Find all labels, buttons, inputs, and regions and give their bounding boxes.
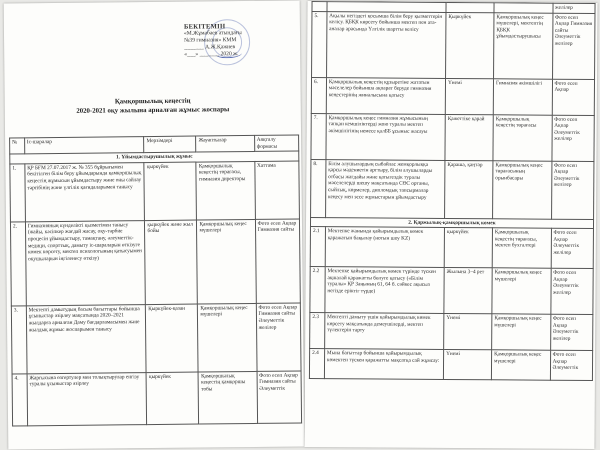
row-term: қыркүйек [444, 228, 492, 268]
row-task: Мектепті дамыту үшін қайырымдылық көмек көрсету мақсатында демеушілерді, мектеп түлектерін тарту [324, 313, 443, 350]
right-page [304, 1, 597, 449]
table-row [311, 77, 594, 115]
row-term: Жылына 3–4 рет [444, 268, 492, 314]
row-form: Фото есеп Ақпар Әлеуметтік желілер [550, 314, 593, 350]
row-term: Қараша, қаңтар [445, 160, 493, 218]
row-task: Мектепке жанында қайырымдылық көмек қаражатын бақылау (нотын шоу KZ) [325, 227, 444, 268]
table-row [310, 227, 593, 269]
row-resp: Қамқоршылық кеңес төрағасының орынбасары [493, 160, 552, 218]
row-resp: Қамқоршылық кеңестің қамқоршы тобы [199, 371, 258, 424]
row-form: Фото есеп Ақпар Әлеуметтік желілер [551, 115, 594, 161]
section-title: 1. Ұйымдастырушылық жұмыс [10, 151, 299, 164]
row-resp: Қамқоршылық кеңес мүшелері [198, 303, 257, 372]
header-form: Аяқталу формасы [254, 135, 299, 152]
row-term: қыркүйек [146, 372, 199, 425]
row-task: Қамқоршылық кеңес гимназия жұмысының тапқан кемшіліктерді жою туралы мектеп әкімшілігінің немесе қалББ ұсыныс жасауы [326, 113, 445, 160]
row-num: 3. [11, 306, 26, 374]
row-num: 6. [311, 77, 326, 113]
row-resp: Қамқоршылық кеңес мүшелері [197, 219, 256, 304]
row-num: 2.3 [310, 313, 325, 349]
row-form: Фото есеп Ақпар Әлеуметтік желілер [551, 228, 594, 268]
row-form: Фото есеп Ақпар Әлеуметтік желілер [550, 268, 593, 314]
approval-block [184, 23, 294, 59]
row-num: 2. [10, 222, 26, 306]
row-form: Хаттама [254, 161, 299, 219]
table-row [12, 371, 302, 426]
row-form: желілер [553, 3, 596, 13]
row-form: Фото есеп Ақпар Әлеуметтік желілер [551, 161, 594, 219]
row-resp [494, 3, 553, 13]
table-row [312, 11, 595, 79]
table-row [10, 219, 300, 306]
row-num: 8. [311, 159, 326, 217]
title-line-2: 2020-2021 оқу жылына арналған жұмыс жоспары [76, 105, 230, 115]
row-term: Қыркүйек-қазан [146, 304, 199, 373]
row-task: Мектепке қайырымдылық көмек түрінде түскен ақшалай қаражатты бөлуге қатысу («Білім туралы» ҚР Заңының 61, 64 б. сәйкес ақысыз негізде еріктіг түрде) [325, 267, 444, 314]
approval-line: «___» _______ 2020 ж. [184, 51, 239, 58]
row-resp: Қамқоршылық кеңестің төрағасы [493, 114, 552, 160]
row-task: Гимназияның күнделікті қызметімен танысу (жайы, кәсіпкер жағдай жасау, оқу-тәрбие процесін ұйымдастыру, тамақтану, әлеуметтік-медици, спорттық, дамыту іс-шараларын өткізуге көмек көрсету, мектеп психологының қатысуымен оқушыларын іңгіленесу өткізу) [25, 220, 146, 305]
approval-heading: БЕКІТЕМІН [183, 23, 226, 31]
row-form: Фото есеп Ақпар [552, 79, 595, 115]
row-resp: Қамқоршылық кеңестің төрағасы, мектеп бухгалтері [492, 228, 551, 268]
row-task: Ақылы негіздегі қосымша білім беру қызметтерін келісу. ҚБҚК көрсету бойынша мектеп пен ата-аналар арасында Үлгілік шартты келісу [326, 11, 446, 78]
approval-line: _______ А.Ж.Қажиев [184, 44, 236, 51]
row-term: қыркүйек [144, 162, 197, 221]
row-task: Жаргысына өзгертулер мен толықтырулар енгізу туралы ұсыныстар әзірлеу [27, 372, 147, 425]
row-term: Қыркүйек [446, 12, 494, 78]
row-resp: Қамқоршылық кеңес мүшелері [491, 350, 550, 380]
row-term: Қажеттіке қарай [445, 114, 493, 160]
row-term [446, 2, 494, 12]
row-task: Мектепті дамытудың басым бағыттары бойынша ұсыныстар әзірлеу мақсатында 2020–2021 жылдарға арналған Даму бағдарламасымен және жылдық жұмыс жоспарымен танысу [26, 304, 146, 373]
row-resp: Қамқоршылық кеңес мүшелері [492, 268, 551, 314]
plan-table-left [9, 134, 302, 426]
header-term: Мерзімдері [144, 136, 196, 153]
row-resp: Қамқоршылық кеңес мүшелері, мектептің ҚБҚК ұйымдастырушысы [494, 12, 553, 78]
row-form: Фото есеп Ақпар Гимназия сайты Әлеуметтік [257, 371, 302, 423]
row-task: Қамқоршылық кеңестің құзыретіне жататын мәселелер бойынша ақпарат беруде гимназия кеңестерінің жиналысына қатысу [326, 77, 445, 114]
row-term: Үнемі [445, 78, 493, 114]
table-row [310, 267, 593, 315]
title-line-1: Қамқоршылық кеңестің [114, 97, 191, 106]
row-num: 7. [311, 113, 326, 159]
left-page [4, 0, 305, 449]
row-term: Үнемі [443, 350, 491, 380]
row-form: Фото есеп Ақпар Гимназия сайты Әлеуметтік желілер [256, 303, 301, 371]
row-num [312, 2, 327, 12]
row-resp: Қамқоршылық кеңестің төрағасы, гимназия директоры [196, 161, 255, 220]
row-term: қыркүйек және жыл бойы [145, 220, 198, 305]
table-row [10, 161, 300, 222]
row-num: 4. [12, 374, 27, 426]
row-task: ҚР БҒМ 27.07.2017 ж. № 355 бұйрығымен бекітілген білім беру ұйымдарында қамқоршылық кеңестің жұмысын ұйымдастыру және оны сайлау тәртібінің және үлгілік қағидаларымен танысу [25, 162, 145, 221]
row-form: Фото есеп Ақпар Әлеуметтік [550, 350, 593, 380]
row-term: Үнемі [444, 314, 492, 350]
row-form: Фото есеп Ақпар Гимназия сайты Әлеуметтік желілер [552, 13, 595, 79]
table-row [11, 303, 301, 374]
table-row [309, 349, 592, 381]
row-task: Білім алушылардың сыбайлас жемқорлыққа қарсы мәдениетін арттыру, білім алушыларды отбасы жағдайы және қатыгездік туралы мәселелерді шешу мақсатында СӨС ортаны, сыйлық, көрмелер, дипломдық тапсырмалар кеңесу мен эссе жұмыстарын ұйымдастыру [325, 159, 445, 218]
approval-line: №39 гимназия» КММ [184, 37, 237, 44]
row-num: 2.4 [309, 349, 324, 379]
table-row [311, 113, 594, 161]
plan-table-right [309, 1, 596, 381]
table-row [311, 159, 594, 219]
document-title [5, 96, 301, 116]
section-title: 2. Қаржылық-қамқоршылық көмек [310, 217, 593, 229]
row-num: 1. [10, 164, 25, 222]
row-resp: Қамқоршылық кеңес мүшелері [492, 314, 551, 350]
row-num: 2.2 [310, 267, 325, 313]
row-resp: Гимназия әкімшілігі [493, 78, 552, 114]
row-task: Мына бағыттар бойынша қайырымдылық көмектен түскен қаражатты мақсатқа сай жұмсау: [324, 349, 443, 380]
header-task: Іс-шаралар [24, 137, 144, 154]
row-num: 2.1 [310, 227, 325, 267]
header-num: № [10, 138, 25, 154]
table-row [310, 313, 593, 351]
header-resp: Жауаптылар [196, 135, 254, 152]
approval-line: «М.Жұмабаев атындағы [183, 30, 242, 37]
row-form: Фото есеп Ақпар Гимназия сайты [255, 219, 300, 303]
row-num: 5. [312, 11, 327, 77]
